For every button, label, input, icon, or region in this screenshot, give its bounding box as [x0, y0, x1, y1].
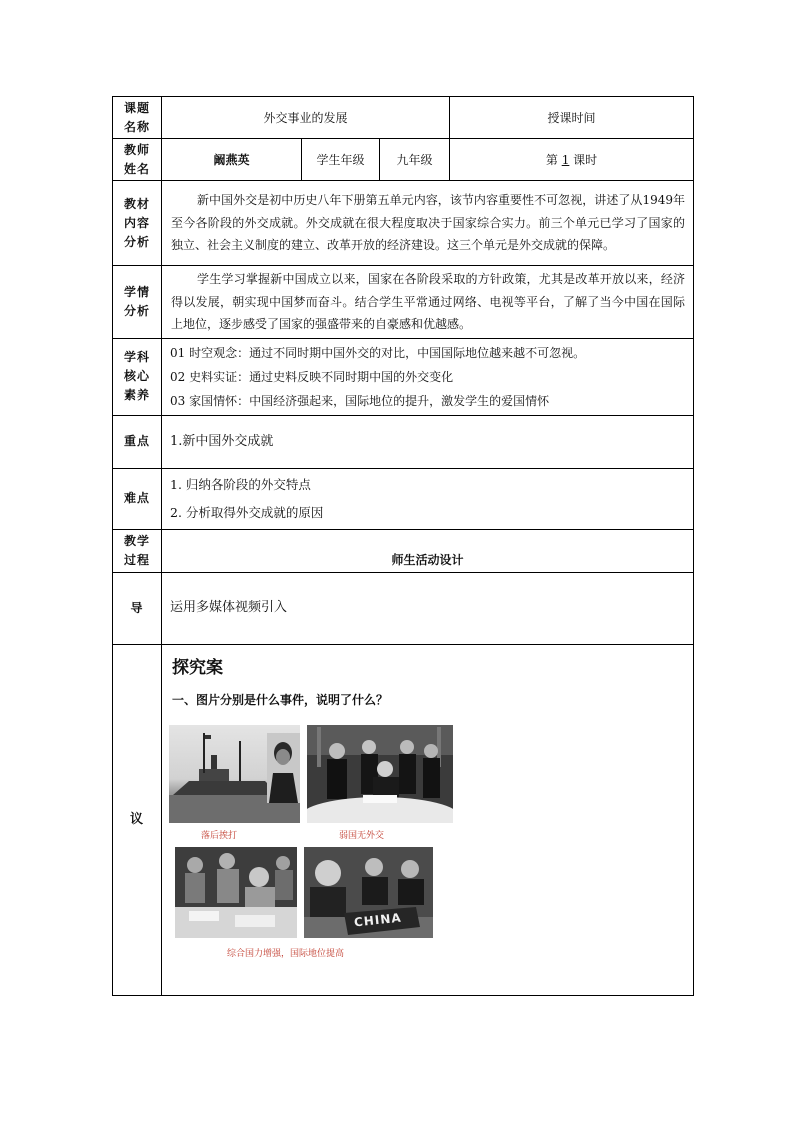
signing-photo — [307, 725, 453, 823]
student-analysis-label: 学情 分析 — [113, 266, 162, 339]
literacy-item: 03 家国情怀：中国经济强起来，国际地位的提升，激发学生的爱国情怀 — [170, 393, 550, 408]
lesson-plan-table — [112, 96, 694, 996]
warship-photo — [169, 725, 300, 823]
key-point-text: 1.新中国外交成就 — [162, 415, 694, 468]
difficulty-label: 难点 — [113, 468, 162, 529]
content-analysis-text: 新中国外交是初中历史八年下册第五单元内容，该节内容重要性不可忽视，讲述了从1949年至今各阶段的外交成就。外交成就在很大程度取决于国家综合实力。前三个单元已学习了国家的独立、社会主义制度的建立、改革开放的经济建设。这三个单元是外交成就的保障。 — [162, 181, 694, 266]
explore-question: 一、图片分别是什么事件，说明了什么？ — [172, 692, 389, 707]
guide-text: 运用多媒体视频引入 — [162, 572, 694, 644]
discuss-label: 议 — [113, 644, 162, 995]
caption-backward: 落后挨打 — [201, 830, 238, 841]
difficulty-item: 1. 归纳各阶段的外交特点 — [170, 476, 311, 492]
student-analysis-text: 学生学习掌握新中国成立以来，国家在各阶段采取的方针政策，尤其是改革开放以来，经济得以发展，朝实现中国梦而奋斗。结合学生平常通过网络、电视等平台，了解了当今中国在国际上地位，逐步感受了国家的强盛带来的自豪感和优越感。 — [162, 266, 694, 339]
lesson-number: 1 — [561, 153, 570, 167]
teacher-label: 教师 姓名 — [113, 139, 162, 181]
negotiation-image — [175, 847, 297, 938]
core-literacy-list — [162, 338, 694, 415]
signing-image — [307, 725, 453, 823]
row-discuss — [113, 644, 694, 995]
topic-value: 外交事业的发展 — [162, 97, 450, 139]
caption-national-strength: 综合国力增强，国际地位提高 — [227, 948, 345, 959]
row-key-point — [113, 415, 694, 468]
guide-label: 导 — [113, 572, 162, 644]
time-label: 授课时间 — [450, 97, 694, 139]
row-topic — [113, 97, 694, 139]
un-china-photo — [304, 847, 433, 938]
row-guide — [113, 572, 694, 644]
core-literacy-label: 学科 核心 素养 — [113, 338, 162, 415]
explore-heading: 探究案 — [172, 657, 223, 678]
literacy-item: 01 时空观念：通过不同时期中国外交的对比，中国国际地位越来越不可忽视。 — [170, 345, 586, 360]
teacher-name: 阚燕英 — [162, 139, 302, 181]
lesson-period: 第 1 课时 — [450, 139, 694, 181]
difficulty-item: 2. 分析取得外交成就的原因 — [170, 504, 324, 520]
row-core-literacy — [113, 338, 694, 415]
row-teacher — [113, 139, 694, 181]
difficulty-list — [162, 468, 694, 529]
row-student-analysis — [113, 266, 694, 339]
warship-image — [169, 725, 300, 823]
key-point-label: 重点 — [113, 415, 162, 468]
process-title: 师生活动设计 — [162, 529, 694, 572]
china-sign-text: CHINA — [353, 910, 403, 929]
caption-weak-nation: 弱国无外交 — [339, 830, 385, 841]
process-label: 教学 过程 — [113, 529, 162, 572]
discuss-content — [162, 644, 694, 995]
row-content-analysis — [113, 181, 694, 266]
row-difficulty — [113, 468, 694, 529]
negotiation-photo — [175, 847, 297, 938]
literacy-item: 02 史料实证：通过史料反映不同时期中国的外交变化 — [170, 369, 454, 384]
grade-value: 九年级 — [380, 139, 450, 181]
topic-label: 课题 名称 — [113, 97, 162, 139]
row-process — [113, 529, 694, 572]
grade-label: 学生年级 — [302, 139, 380, 181]
content-analysis-label: 教材 内容 分析 — [113, 181, 162, 266]
